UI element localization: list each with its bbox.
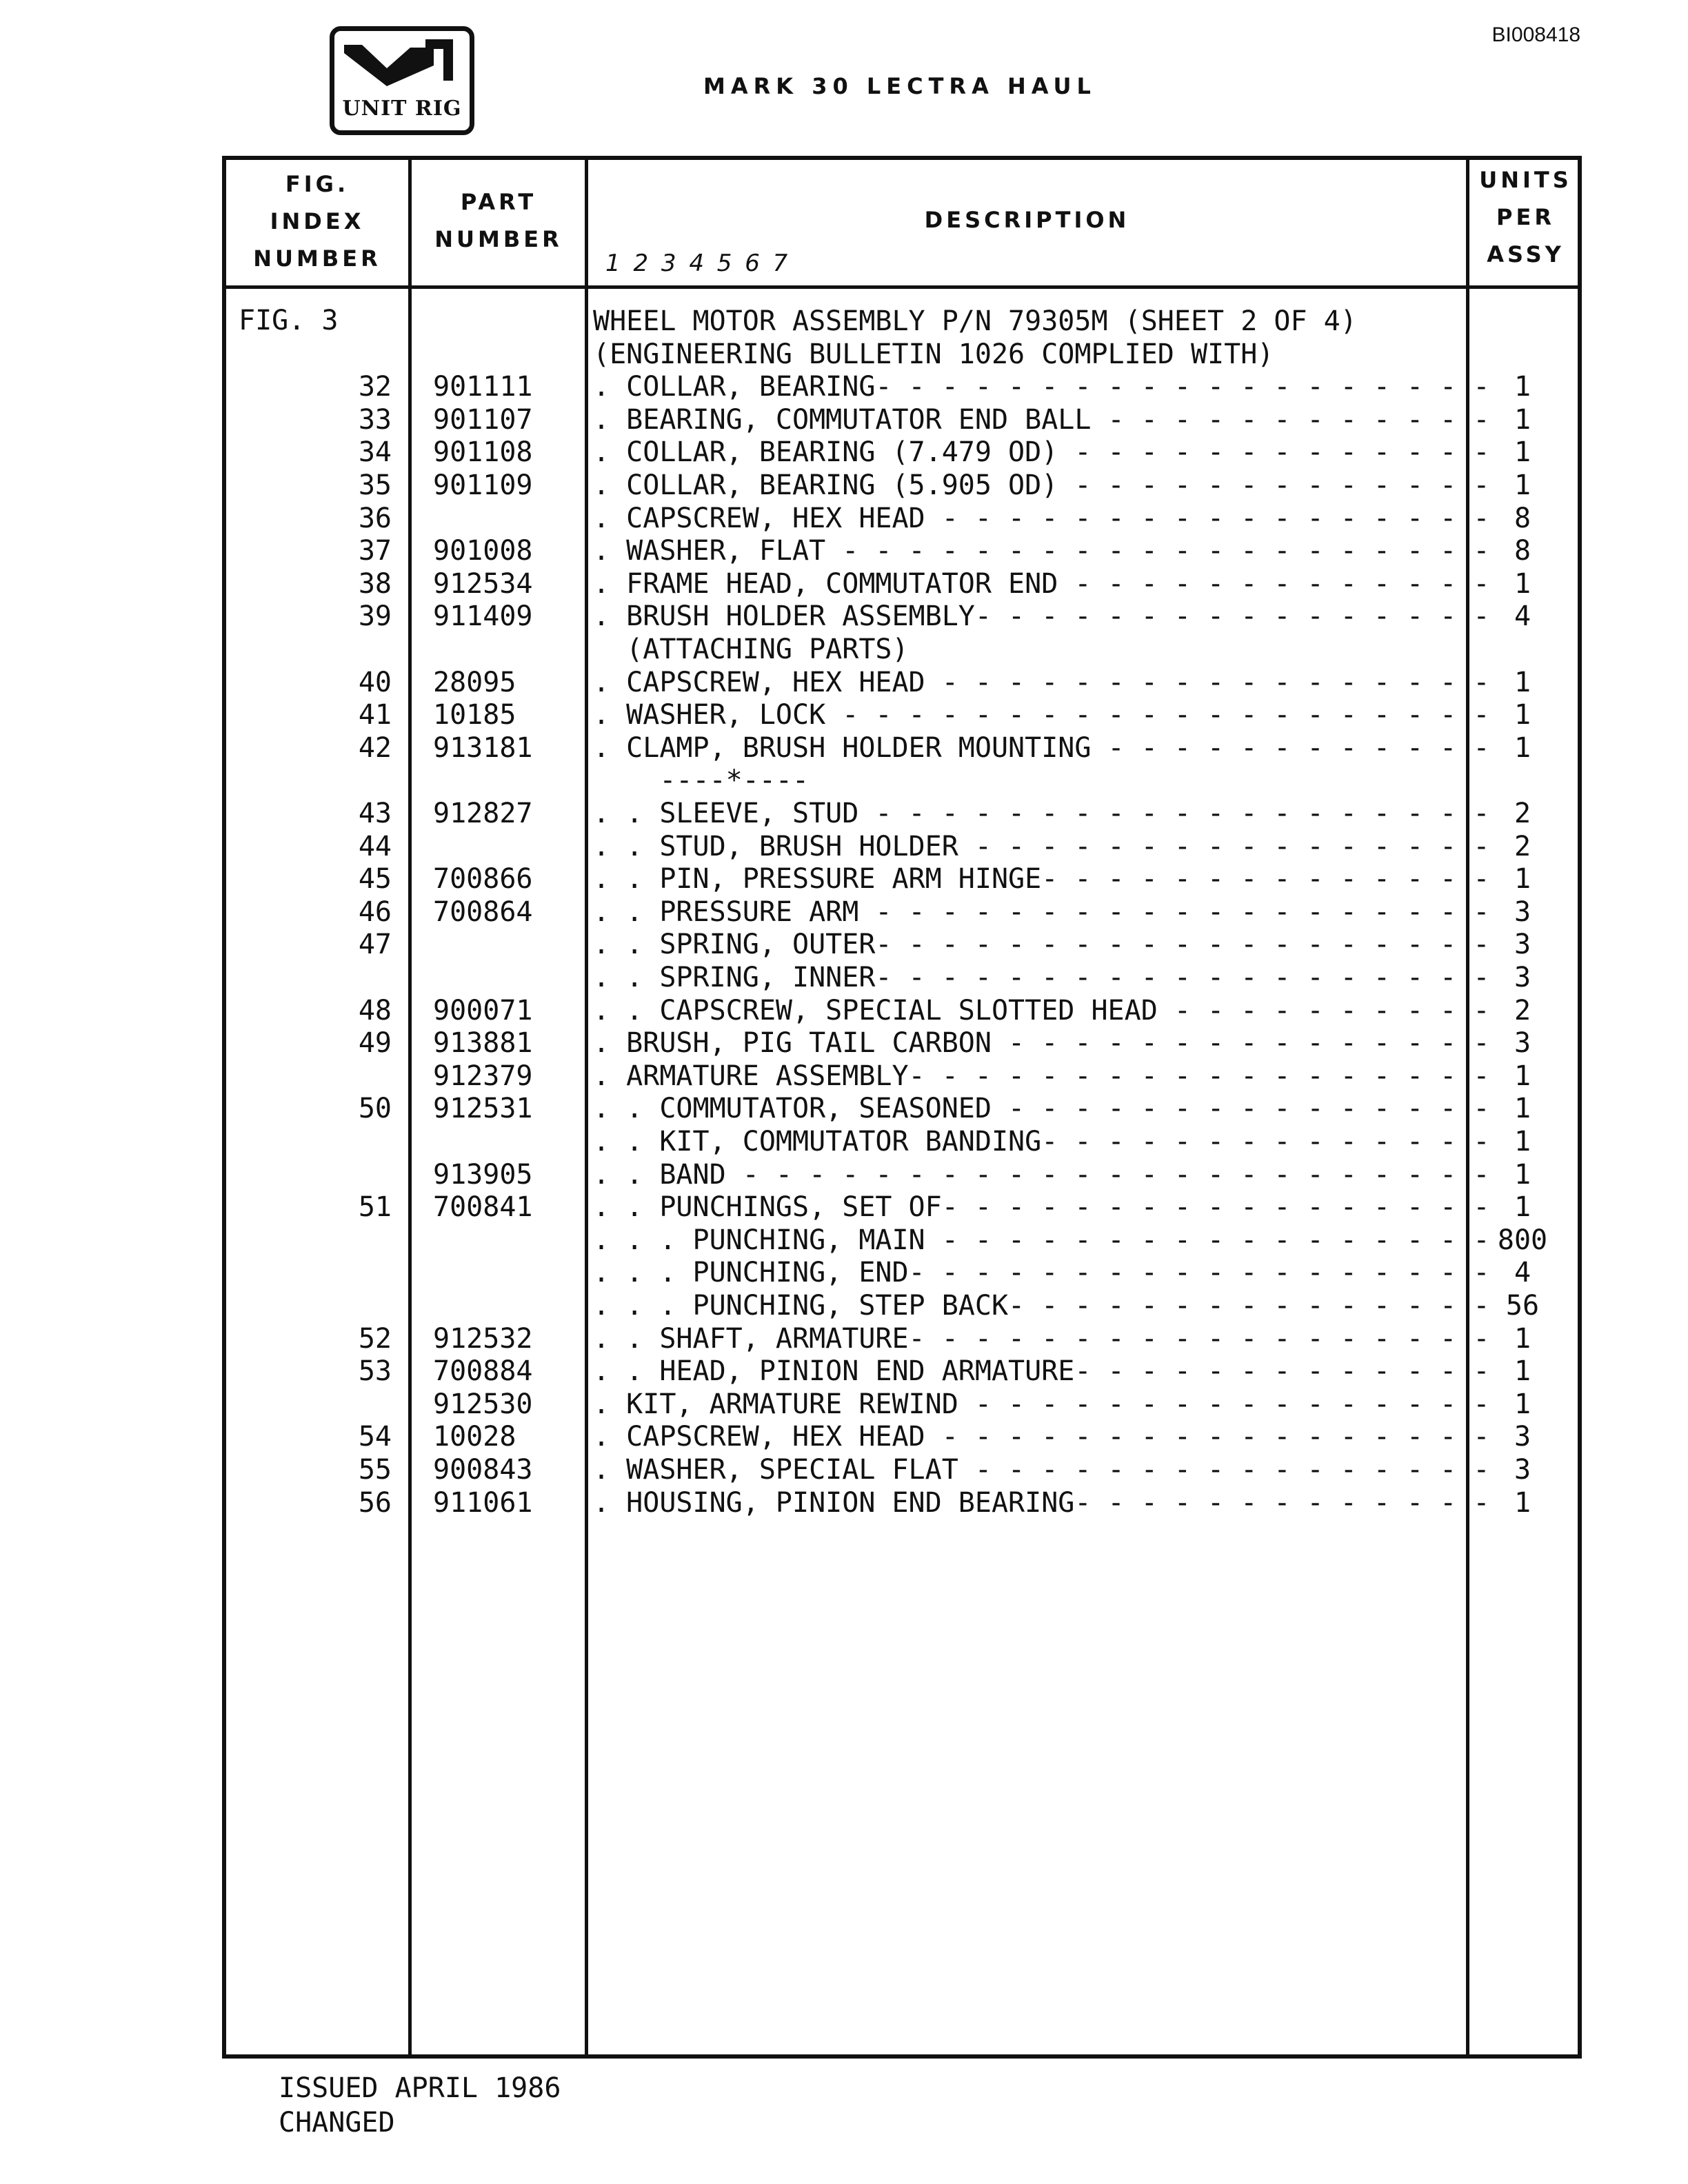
description: . CAPSCREW, HEX HEAD - - - - - - - - - - - - - - - - - xyxy=(593,502,1490,534)
description: . . CAPSCREW, SPECIAL SLOTTED HEAD - - - - - - - - - - xyxy=(593,994,1490,1027)
units-per-assy: 2 xyxy=(1514,994,1531,1027)
units-per-assy: 3 xyxy=(1514,896,1531,928)
index-number: 55 xyxy=(358,1454,392,1486)
units-per-assy: 3 xyxy=(1514,962,1531,993)
index-number: 40 xyxy=(358,666,392,698)
index-number: 32 xyxy=(358,371,392,403)
index-number: 52 xyxy=(358,1322,392,1355)
units-per-assy xyxy=(1471,338,1574,371)
index-number: 38 xyxy=(358,567,392,600)
index-number xyxy=(226,1158,392,1191)
description: . . SLEEVE, STUD - - - - - - - - - - - - - - - - - - - xyxy=(593,798,1490,829)
description: WHEEL MOTOR ASSEMBLY P/N 79305M (SHEET 2 OF 4) xyxy=(593,305,1357,337)
index-number: 37 xyxy=(358,535,392,567)
description: . CLAMP, BRUSH HOLDER MOUNTING - - - - - - - - - - - - xyxy=(593,731,1490,764)
part-number: 10028 xyxy=(433,1421,516,1453)
description: . WASHER, FLAT - - - - - - - - - - - - - - - - - - - - xyxy=(593,535,1490,567)
units-per-assy: 1 xyxy=(1514,1486,1531,1519)
units-per-assy: 3 xyxy=(1514,1027,1531,1060)
description: . . . PUNCHING, STEP BACK- - - - - - - - - - - - - - - xyxy=(593,1290,1490,1322)
header-part xyxy=(412,183,585,258)
description: (ENGINEERING BULLETIN 1026 COMPLIED WITH) xyxy=(593,338,1274,370)
units-per-assy: 2 xyxy=(1514,830,1531,862)
figure-label: FIG. 3 xyxy=(239,305,339,336)
index-number: 54 xyxy=(358,1421,392,1453)
index-number: 46 xyxy=(358,896,392,928)
footer xyxy=(279,2071,561,2140)
description: . COLLAR, BEARING (5.905 OD) - - - - - - - - - - - - - xyxy=(593,469,1490,501)
index-number: 53 xyxy=(358,1355,392,1388)
units-per-assy: 1 xyxy=(1514,436,1531,469)
index-number xyxy=(226,961,392,994)
description: . . COMMUTATOR, SEASONED - - - - - - - - - - - - - - - xyxy=(593,1093,1490,1125)
header-part-line: NUMBER xyxy=(434,226,563,252)
index-number: 41 xyxy=(358,699,392,731)
document-id: BI008418 xyxy=(1491,23,1580,46)
units-per-assy: 1 xyxy=(1514,567,1531,600)
units-per-assy: 1 xyxy=(1514,1388,1531,1420)
part-number: 913881 xyxy=(433,1027,533,1060)
index-number: 49 xyxy=(358,1027,392,1060)
units-per-assy: 3 xyxy=(1514,1421,1531,1453)
units-per-assy: 1 xyxy=(1514,1191,1531,1224)
index-number: 36 xyxy=(358,502,392,534)
part-number: 912530 xyxy=(433,1388,533,1420)
description: . . SPRING, OUTER- - - - - - - - - - - - - - - - - - - xyxy=(593,929,1490,961)
index-number xyxy=(226,338,392,371)
header-units-line: UNITS xyxy=(1479,167,1572,193)
units-per-assy: 1 xyxy=(1514,699,1531,731)
index-number xyxy=(226,1289,392,1322)
index-number xyxy=(226,1125,392,1158)
part-number: 901107 xyxy=(433,403,533,436)
header-index-line: INDEX xyxy=(270,208,365,234)
index-number xyxy=(226,1256,392,1289)
units-per-assy: 3 xyxy=(1514,1454,1531,1486)
index-number: 50 xyxy=(358,1093,392,1125)
description: . ARMATURE ASSEMBLY- - - - - - - - - - - - - - - - - - xyxy=(593,1060,1490,1092)
units-per-assy: 800 xyxy=(1497,1224,1548,1256)
index-number xyxy=(226,633,392,666)
description: . . HEAD, PINION END ARMATURE- - - - - - - - - - - - - xyxy=(593,1355,1490,1388)
description: ----*---- xyxy=(593,765,810,797)
description: . . KIT, COMMUTATOR BANDING- - - - - - - - - - - - - - xyxy=(593,1126,1490,1157)
units-per-assy: 1 xyxy=(1514,666,1531,698)
units-per-assy: 4 xyxy=(1514,600,1531,633)
part-number: 10185 xyxy=(433,699,516,731)
index-number: 33 xyxy=(358,403,392,436)
description: . . . PUNCHING, MAIN - - - - - - - - - - - - - - - - - xyxy=(593,1224,1490,1256)
parts-table xyxy=(222,156,1582,2059)
logo-text: UNIT RIG xyxy=(342,97,462,121)
part-number: 901111 xyxy=(433,371,533,403)
column-divider xyxy=(585,160,588,2054)
units-per-assy: 1 xyxy=(1514,1355,1531,1388)
index-number xyxy=(226,305,392,338)
units-per-assy xyxy=(1471,633,1574,666)
header-units xyxy=(1469,161,1582,273)
index-number: 48 xyxy=(358,994,392,1027)
description: . . STUD, BRUSH HOLDER - - - - - - - - - - - - - - - - xyxy=(593,830,1490,862)
units-per-assy: 8 xyxy=(1514,535,1531,567)
units-per-assy: 1 xyxy=(1514,731,1531,764)
part-number: 901008 xyxy=(433,535,533,567)
part-number: 700884 xyxy=(433,1355,533,1388)
index-number: 45 xyxy=(358,863,392,896)
description: . . . PUNCHING, END- - - - - - - - - - - - - - - - - - xyxy=(593,1257,1490,1289)
index-number xyxy=(226,1060,392,1093)
part-number: 912532 xyxy=(433,1322,533,1355)
units-per-assy xyxy=(1471,764,1574,797)
units-per-assy: 1 xyxy=(1514,1322,1531,1355)
description: . WASHER, SPECIAL FLAT - - - - - - - - - - - - - - - - xyxy=(593,1454,1490,1486)
units-per-assy: 2 xyxy=(1514,798,1531,829)
index-number: 51 xyxy=(358,1191,392,1224)
description: . . PIN, PRESSURE ARM HINGE- - - - - - - - - - - - - - xyxy=(593,863,1490,896)
description: . . SPRING, INNER- - - - - - - - - - - - - - - - - - - xyxy=(593,962,1490,993)
header-description: DESCRIPTION xyxy=(924,207,1130,233)
part-number: 900071 xyxy=(433,994,533,1027)
part-number: 911409 xyxy=(433,600,533,633)
part-number: 901108 xyxy=(433,436,533,469)
units-per-assy: 1 xyxy=(1514,403,1531,436)
header-index xyxy=(226,165,408,277)
index-number: 39 xyxy=(358,600,392,633)
description: . FRAME HEAD, COMMUTATOR END - - - - - - - - - - - - - xyxy=(593,567,1490,600)
description: . . SHAFT, ARMATURE- - - - - - - - - - - - - - - - - - xyxy=(593,1322,1490,1355)
part-number: 700864 xyxy=(433,896,533,928)
units-per-assy: 1 xyxy=(1514,371,1531,403)
units-per-assy: 56 xyxy=(1505,1290,1540,1322)
part-number: 912827 xyxy=(433,798,533,829)
description: . COLLAR, BEARING- - - - - - - - - - - - - - - - - - - xyxy=(593,371,1490,403)
index-number xyxy=(226,1388,392,1421)
part-number: 28095 xyxy=(433,666,516,698)
part-number: 911061 xyxy=(433,1486,533,1519)
indent-level-numbers: 1 2 3 4 5 6 7 xyxy=(605,250,788,277)
index-number: 47 xyxy=(358,929,392,961)
header-part-line: PART xyxy=(460,189,537,215)
changed-label: CHANGED xyxy=(279,2107,395,2138)
logo-mark-icon xyxy=(344,38,460,96)
units-per-assy: 1 xyxy=(1514,1060,1531,1092)
part-number: 913905 xyxy=(433,1158,533,1191)
part-number: 901109 xyxy=(433,469,533,501)
description: (ATTACHING PARTS) xyxy=(593,634,909,665)
part-number: 900843 xyxy=(433,1454,533,1486)
units-per-assy: 1 xyxy=(1514,863,1531,896)
index-number: 42 xyxy=(358,731,392,764)
index-number: 43 xyxy=(358,798,392,829)
description: . BRUSH, PIG TAIL CARBON - - - - - - - - - - - - - - - xyxy=(593,1027,1490,1060)
unit-rig-logo xyxy=(330,26,474,135)
units-per-assy: 1 xyxy=(1514,1126,1531,1157)
header-divider xyxy=(226,285,1578,289)
part-number: 700866 xyxy=(433,863,533,896)
part-number: 912534 xyxy=(433,567,533,600)
units-per-assy: 1 xyxy=(1514,469,1531,501)
part-number: 913181 xyxy=(433,731,533,764)
description: . BEARING, COMMUTATOR END BALL - - - - - - - - - - - - xyxy=(593,403,1490,436)
header-index-line: FIG. xyxy=(285,171,350,197)
units-per-assy: 1 xyxy=(1514,1158,1531,1191)
part-number: 912379 xyxy=(433,1060,533,1092)
index-number: 35 xyxy=(358,469,392,501)
index-number xyxy=(226,1224,392,1257)
units-per-assy xyxy=(1471,305,1574,338)
index-number: 34 xyxy=(358,436,392,469)
issued-date: ISSUED APRIL 1986 xyxy=(279,2072,561,2104)
description: . . BAND - - - - - - - - - - - - - - - - - - - - - - - xyxy=(593,1158,1490,1191)
page-title: MARK 30 LECTRA HAUL xyxy=(703,73,1096,99)
index-number: 56 xyxy=(358,1486,392,1519)
description: . HOUSING, PINION END BEARING- - - - - - - - - - - - - xyxy=(593,1486,1490,1519)
description: . KIT, ARMATURE REWIND - - - - - - - - - - - - - - - - xyxy=(593,1388,1490,1420)
description: . BRUSH HOLDER ASSEMBLY- - - - - - - - - - - - - - - - xyxy=(593,600,1490,633)
index-number xyxy=(226,764,392,797)
header-index-line: NUMBER xyxy=(253,245,381,272)
part-number: 700841 xyxy=(433,1191,533,1224)
header-units-line: PER xyxy=(1496,204,1555,230)
header-units-line: ASSY xyxy=(1487,241,1565,267)
units-per-assy: 8 xyxy=(1514,502,1531,534)
description: . CAPSCREW, HEX HEAD - - - - - - - - - - - - - - - - - xyxy=(593,1421,1490,1453)
column-divider xyxy=(408,160,412,2054)
index-number: 44 xyxy=(358,830,392,862)
units-per-assy: 3 xyxy=(1514,929,1531,961)
description: . . PRESSURE ARM - - - - - - - - - - - - - - - - - - - xyxy=(593,896,1490,928)
description: . COLLAR, BEARING (7.479 OD) - - - - - - - - - - - - - xyxy=(593,436,1490,469)
units-per-assy: 4 xyxy=(1514,1257,1531,1289)
units-per-assy: 1 xyxy=(1514,1093,1531,1125)
description: . CAPSCREW, HEX HEAD - - - - - - - - - - - - - - - - - xyxy=(593,666,1490,698)
description: . . PUNCHINGS, SET OF- - - - - - - - - - - - - - - - - xyxy=(593,1191,1490,1224)
description: . WASHER, LOCK - - - - - - - - - - - - - - - - - - - - xyxy=(593,699,1490,731)
part-number: 912531 xyxy=(433,1093,533,1125)
